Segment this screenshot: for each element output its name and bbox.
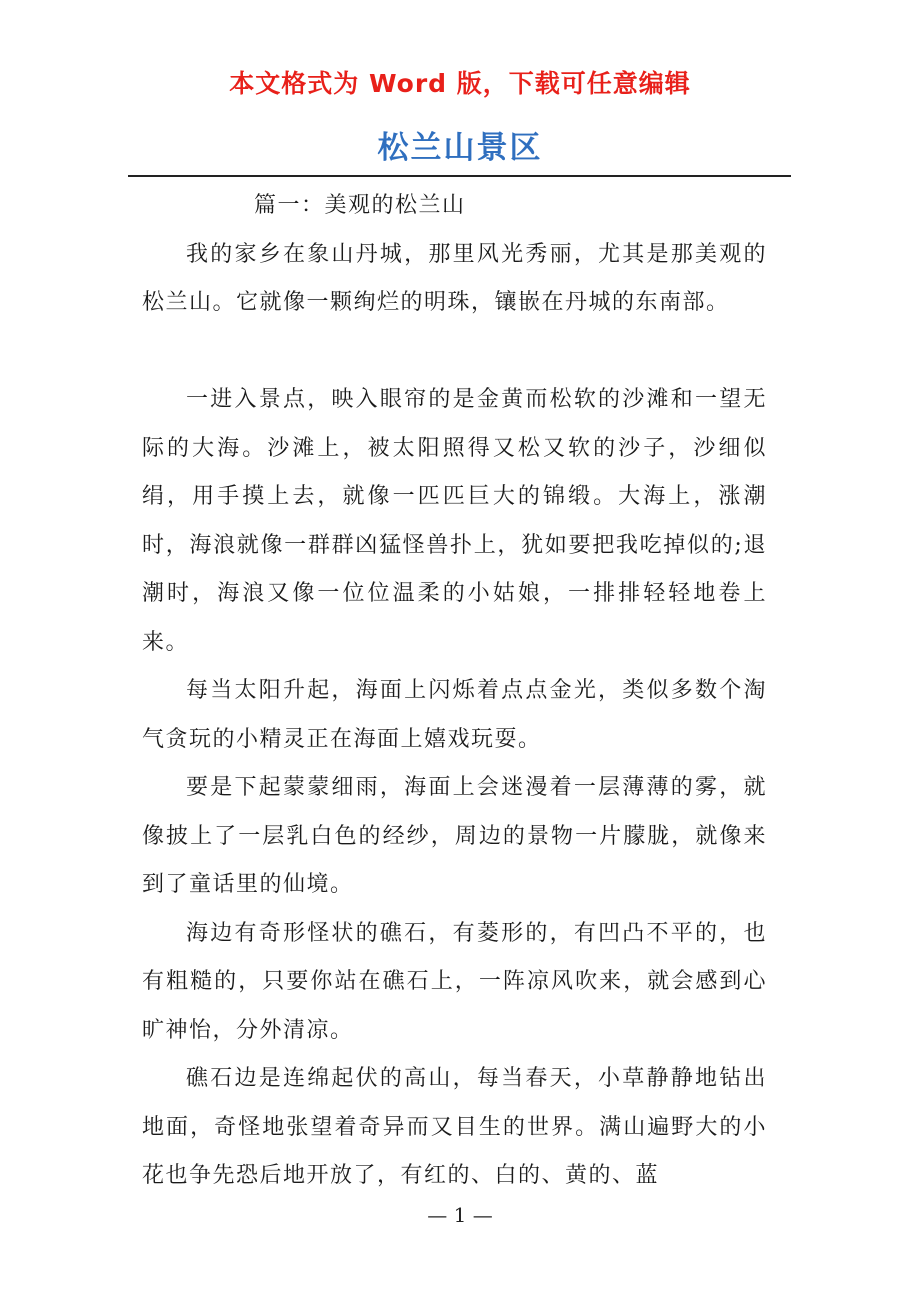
paragraph: 我的家乡在象山丹城，那里风光秀丽，尤其是那美观的松兰山。它就像一颗绚烂的明珠，镶嵌在丹城的东南部。 xyxy=(142,241,767,315)
title-divider xyxy=(128,175,791,177)
document-title: 松兰山景区 xyxy=(377,130,543,166)
paragraph: 海边有奇形怪状的礁石，有菱形的，有凹凸不平的，也有粗糙的，只要你站在礁石上，一阵凉风吹来，就会感到心旷神怡，分外清凉。 xyxy=(142,920,767,1043)
page-number: — 1 — xyxy=(427,1203,493,1227)
format-notice-banner: 本文格式为 Word 版，下载可任意编辑 xyxy=(229,69,691,98)
paragraph: 一进入景点，映入眼帘的是金黄而松软的沙滩和一望无际的大海。沙滩上，被太阳照得又松又软的沙子，沙细似绢，用手摸上去，就像一匹匹巨大的锦缎。大海上，涨潮时，海浪就像一群群凶猛怪兽扑上，犹如要把我吃掉似的;退潮时，海浪又像一位位温柔的小姑娘，一排排轻轻地卷上来。 xyxy=(142,387,767,655)
document-body xyxy=(142,182,767,1201)
paragraph: 要是下起蒙蒙细雨，海面上会迷漫着一层薄薄的雾，就像披上了一层乳白色的经纱，周边的景物一片朦胧，就像来到了童话里的仙境。 xyxy=(142,775,767,897)
paragraph: 礁石边是连绵起伏的高山，每当春天，小草静静地钻出地面，奇怪地张望着奇异而又目生的世界。满山遍野大的小花也争先恐后地开放了，有红的、白的、黄的、蓝 xyxy=(142,1066,767,1188)
paragraph-gap xyxy=(142,328,767,377)
section-heading: 篇一：美观的松兰山 xyxy=(254,193,466,218)
paragraph: 每当太阳升起，海面上闪烁着点点金光，类似多数个淘气贪玩的小精灵正在海面上嬉戏玩耍。 xyxy=(142,678,767,752)
